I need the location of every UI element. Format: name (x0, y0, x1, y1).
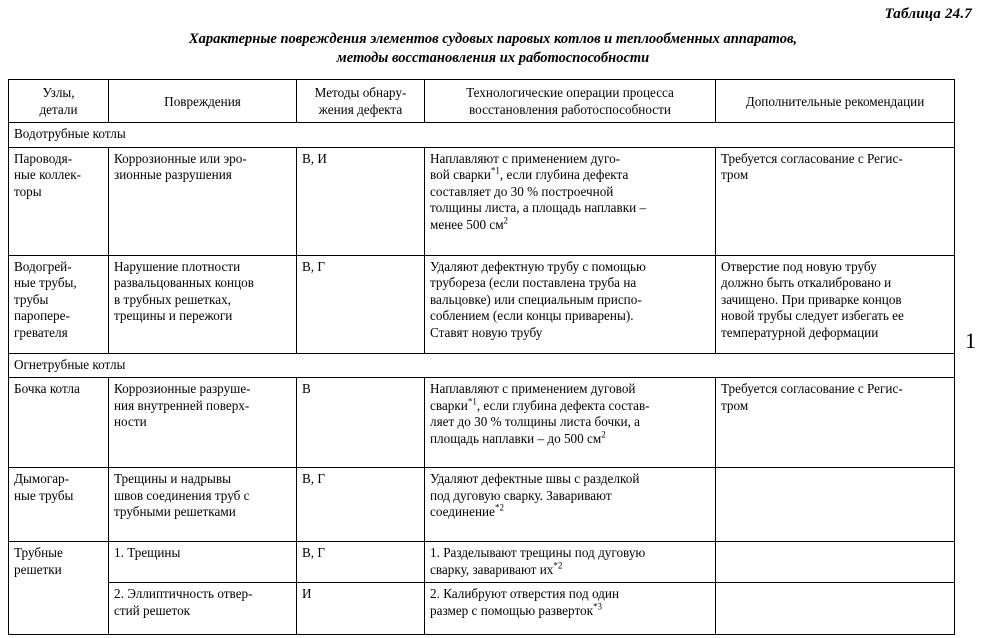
section-header-row (9, 123, 955, 148)
recommendation-line (721, 545, 949, 562)
recommendation-line: Отверстие под новую трубу (721, 258, 877, 274)
part-line: ные трубы, (14, 275, 77, 291)
caption-line-1: Характерные повреждения элементов судовых паровых котлов и теплообменных аппаратов, (188, 31, 798, 47)
column-header-damages (109, 80, 297, 123)
recommendation-line: температурной деформации (721, 324, 879, 340)
cell-damage (109, 147, 297, 255)
cell-detection: В, Г (297, 468, 425, 542)
damage-line: ния внутренней поверх- (114, 397, 250, 413)
damage-line: швов соединения труб с (114, 487, 250, 503)
operation-line: Наплавляют с применением дуговой (430, 381, 636, 397)
cell-operation (425, 468, 716, 542)
unit-exponent: 2 (503, 215, 509, 226)
part-line: Бочка котла (14, 381, 80, 397)
recommendation-line: должно быть откалибровано и (721, 275, 892, 291)
cell-part (9, 542, 109, 635)
section-title-water-tube: Водотрубные котлы (9, 123, 955, 148)
cell-detection: И (297, 583, 425, 635)
cell-part (9, 255, 109, 353)
footnote-mark: *1 (467, 396, 477, 407)
recommendation-line: новой трубы следует избегать ее (721, 308, 904, 324)
recommendation-line: тром (721, 397, 749, 413)
recommendation-line (721, 586, 949, 603)
table-row (9, 542, 955, 583)
operation-line: Наплавляют с применением дуго- (430, 150, 621, 166)
operation-line: сварку, заваривают $их^{*2}$ (430, 560, 563, 577)
damage-table-container (8, 79, 954, 635)
cell-part (9, 468, 109, 542)
table-row (9, 255, 955, 353)
cell-recommendation (716, 542, 955, 583)
column-header-operations (425, 80, 716, 123)
damage-line: Нарушение плотности (114, 258, 241, 274)
part-line: Трубные (14, 545, 63, 561)
cell-operation (425, 255, 716, 353)
footnote-mark: *2 (553, 560, 563, 571)
part-line: Пароводя- (14, 150, 73, 166)
table-row (9, 583, 955, 635)
damage-line: зионные разрушения (114, 167, 232, 183)
cell-damage (109, 542, 297, 583)
header-parts-line1: Узлы, (42, 85, 75, 100)
header-damages-line1: Повреждения (164, 93, 241, 109)
table-head (9, 80, 955, 123)
recommendation-line: Требуется согласование с Регис- (721, 150, 903, 166)
operation-line: Ставят новую трубу (430, 324, 543, 340)
header-recommendations-line1: Дополнительные рекомендации (745, 93, 925, 109)
column-header-detection (297, 80, 425, 123)
page-number: 1 (965, 328, 976, 353)
recommendation-line (721, 471, 949, 488)
cell-detection: В, И (297, 147, 425, 255)
operation-line: размер с помощью разверток$^{*3}$ (430, 601, 603, 618)
operation-line: толщины листа, а площадь наплавки – (430, 200, 647, 216)
header-operations-line2: восстановления работоспособности (469, 102, 671, 117)
cell-detection: В, Г (297, 255, 425, 353)
damage-line: трубными решетками (114, 504, 236, 520)
header-detection-line1: Методы обнару- (314, 85, 407, 100)
section-title-fire-tube: Огнетрубные котлы (9, 353, 955, 378)
table-number-label: Таблица 24.7 (884, 6, 972, 22)
operation-line: составляет до 30 % построечной (430, 183, 614, 199)
table-row (9, 147, 955, 255)
table-caption (60, 30, 926, 68)
damage-table (8, 79, 955, 635)
part-line: ные коллек- (14, 167, 82, 183)
damage-line: ности (114, 414, 147, 430)
column-header-parts (9, 80, 109, 123)
footnote-mark: *1 (490, 165, 500, 176)
section-header-row (9, 353, 955, 378)
operation-line: соединение$^{*2}$ (430, 502, 504, 520)
damage-line: Трещины и надрывы (114, 471, 231, 487)
operation-line: под дуговую сварку. Заваривают (430, 487, 612, 503)
operation-line: сварки$^{*1}$, если глубина дефекта состав- (430, 396, 650, 413)
cell-damage (109, 583, 297, 635)
part-line: Дымогар- (14, 471, 70, 487)
part-line: решетки (14, 561, 62, 577)
cell-recommendation (716, 147, 955, 255)
damage-line: 2. Эллиптичность отвер- (114, 586, 253, 602)
operation-line: трубореза (если поставлена труба на (430, 275, 637, 291)
operation-line: Удаляют дефектную трубу с помощью (430, 258, 646, 274)
part-line: трубы (14, 291, 49, 307)
cell-detection: В, Г (297, 542, 425, 583)
operation-line: 2. Калибруют отверстия под один (430, 586, 620, 602)
operation-line: 1. Разделывают трещины под дуговую (430, 545, 646, 561)
operation-line: ляет до 30 % толщины листа бочки, а (430, 414, 641, 430)
operation-line: Удаляют дефектные швы с разделкой (430, 471, 640, 487)
damage-line: Коррозионные разруше- (114, 381, 251, 397)
table-header-row (9, 80, 955, 123)
footnote-mark: *2 (494, 502, 504, 513)
part-line: паропере- (14, 308, 70, 324)
cell-damage (109, 378, 297, 468)
header-operations-line1: Технологические операции процесса (466, 85, 674, 100)
cell-part (9, 147, 109, 255)
operation-line: соблением (если концы приварены). (430, 308, 634, 324)
cell-recommendation (716, 255, 955, 353)
damage-line: стий решеток (114, 602, 191, 618)
unit-exponent: 2 (601, 429, 606, 440)
cell-operation (425, 147, 716, 255)
operation-line: площадь наплавки – до 500 $см^2$ (430, 429, 606, 446)
operation-line: вальцовке) или специальным приспо- (430, 291, 642, 307)
cell-detection: В (297, 378, 425, 468)
part-line: торы (14, 183, 42, 199)
table-body (9, 123, 955, 635)
operation-line: вой сварки$^{*1}$, если глубина дефекта (430, 165, 629, 183)
cell-damage (109, 468, 297, 542)
cell-recommendation (716, 468, 955, 542)
damage-line: развальцованных концов (114, 275, 254, 291)
caption-line-2: методы восстановления их работоспособности (336, 50, 650, 66)
cell-part (9, 378, 109, 468)
part-line: ные трубы (14, 487, 74, 503)
table-row (9, 468, 955, 542)
cell-recommendation (716, 378, 955, 468)
damage-line: трещины и пережоги (114, 308, 233, 324)
damage-line: 1. Трещины (114, 545, 181, 561)
column-header-recommendations (716, 80, 955, 123)
cell-operation (425, 378, 716, 468)
cell-damage (109, 255, 297, 353)
header-parts-line2: детали (39, 102, 78, 117)
damage-line: Коррозионные или эро- (114, 150, 247, 166)
operation-line: менее 500 $см^2$ (430, 215, 509, 232)
recommendation-line: зачищено. При приварке концов (721, 291, 902, 307)
header-detection-line2: жения дефекта (318, 102, 403, 117)
footnote-mark: *3 (593, 601, 603, 612)
recommendation-line: Требуется согласование с Регис- (721, 381, 903, 397)
part-line: Водогрей- (14, 258, 72, 274)
cell-recommendation (716, 583, 955, 635)
table-row (9, 378, 955, 468)
damage-line: в трубных решетках, (114, 291, 231, 307)
cell-operation (425, 542, 716, 583)
part-line: гревателя (14, 324, 68, 340)
recommendation-line: тром (721, 167, 749, 183)
cell-operation (425, 583, 716, 635)
